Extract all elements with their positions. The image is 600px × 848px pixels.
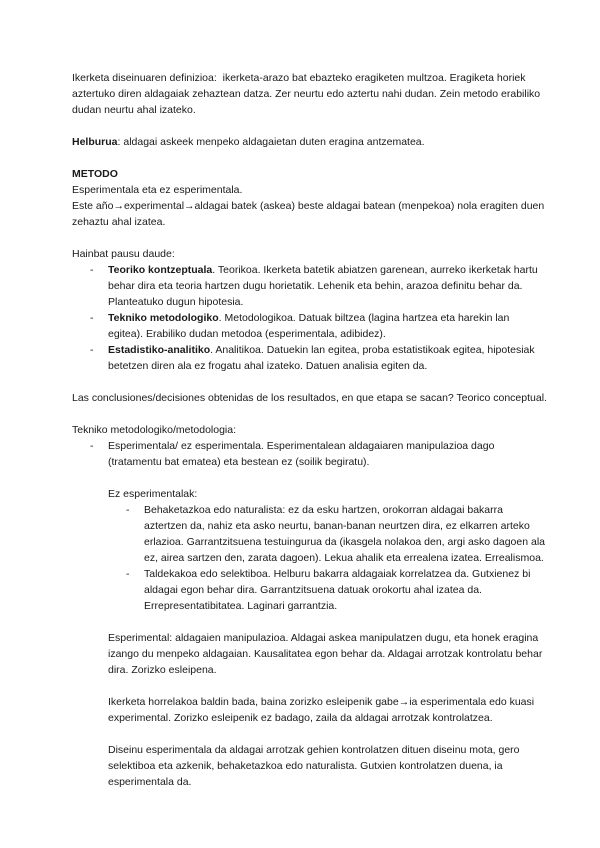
- helburua-text: : aldagai askeek menpeko aldagaietan duten eragina antzematea.: [117, 136, 425, 148]
- tekniko-list: [72, 438, 547, 470]
- intro-paragraph: [72, 70, 547, 118]
- tekniko-intro: Tekniko metodologiko/metodologia:: [72, 424, 237, 436]
- pausuak-intro: Hainbat pausu daude:: [72, 248, 175, 260]
- ez-esperimentalak-section: [72, 486, 547, 502]
- helburua-label: Helburua: [72, 136, 118, 148]
- intro-label: Ikerketa diseinuaren definizioa:: [72, 72, 217, 84]
- ez-esperimentalak-list: [72, 502, 547, 614]
- metodo-heading: METODO: [72, 168, 118, 180]
- question-paragraph: Las conclusiones/decisiones obtenidas de los resultados, en que etapa se sacan? Teorico conceptual.: [72, 392, 547, 404]
- list-item: - Taldekakoa edo selektiboa. Helburu bakarra aldagaiak korrelatzea da. Gutxienez bi aldagai egon behar dira. Garrantzitsuena datuak orokortu ahal izatea da. Errepresentatibitatea. Laginari garrantzia.: [144, 566, 547, 614]
- pausu-text: . Analitikoa. Datuekin lan egitea, proba estatistikoak egitea, hipotesiak betetzen diren ala ez frogatu ahal izateko. Datuen analisia egiten da.: [108, 344, 535, 372]
- diseinu-paragraph: Diseinu esperimentala da aldagai arrotzak gehien kontrolatzen dituen diseinu mota, gero selektiboa eta azkenik, behaketazkoa edo naturalista. Gutxien kontrolatzen duena, ia esperimentala da.: [108, 744, 520, 788]
- list-item: [108, 342, 547, 374]
- pausu-term: Estadistiko-analitiko: [108, 344, 211, 356]
- pausu-term: Teoriko kontzeptuala: [108, 264, 213, 276]
- document-page: [72, 70, 547, 790]
- metodo-line2: Este año→experimental→aldagai batek (askea) beste aldagai batean (menpekoa) nola eragiten duen zehaztu ahal izatea.: [72, 200, 545, 228]
- ez-esperimentalak-label: Ez esperimentalak:: [108, 488, 198, 500]
- esperimental-paragraph: Esperimental: aldagaien manipulazioa. Aldagai askea manipulatzen dugu, eta honek eragina izango du menpeko aldagaian. Kausalitatea egon behar da. Aldagai arrotzak kontrolatu behar dira. Zorizko esleipena.: [108, 632, 543, 676]
- pausu-text: . Teorikoa. Ikerketa batetik abiatzen garenean, aurreko ikerketak hartu behar dira eta teoria hartzen dugu horietatik. Lehenik eta behin, arazoa definitu behar da. Planteatuko dugun hipotesia.: [108, 264, 538, 308]
- helburua-paragraph: [72, 134, 547, 150]
- esperimental-section: [72, 630, 547, 790]
- pausu-text: . Metodologikoa. Datuak biltzea (lagina hartzea eta harekin lan egitea). Erabiliko dudan metodoa (esperimentala, adibidez).: [108, 312, 510, 340]
- pausuak-list: [72, 262, 547, 374]
- intro-text: ikerketa-arazo bat ebazteko eragiketen multzoa. Eragiketa horiek aztertuko diren aldagaiak zehaztean datza. Zer neurtu edo aztertu nahi dudan. Zein metodo erabiliko dudan neurtu ahal izateko.: [72, 72, 541, 116]
- list-item: [108, 310, 547, 342]
- metodo-line1: Esperimentala eta ez esperimentala.: [72, 184, 243, 196]
- list-item: [108, 262, 547, 310]
- list-item: - Esperimentala/ ez esperimentala. Esperimentalean aldagaiaren manipulazioa dago (tratamentu bat ematea) eta bestean ez (soilik begiratu).: [108, 438, 547, 470]
- kuasi-paragraph: Ikerketa horrelakoa baldin bada, baina zorizko esleipenik gabe→ia esperimentala edo kuasi experimental. Zorizko esleipenik ez badago, zaila da aldagai arrotzak kontrolatzea.: [108, 696, 535, 724]
- list-item: - Behaketazkoa edo naturalista: ez da esku hartzen, orokorran aldagai bakarra aztertzen da, nahiz eta asko neurtu, banan-banan neurtzen dira, ez elkarren arteko erlazioa. Garrantzitsuena testuingurua da (ikasgela nolakoa den, argi asko dagoen ala ez, airea sartzen den, zarata dagoen). Lekua ahalik eta errealena izatea. Errealismoa.: [144, 502, 547, 566]
- pausu-term: Tekniko metodologiko: [108, 312, 219, 324]
